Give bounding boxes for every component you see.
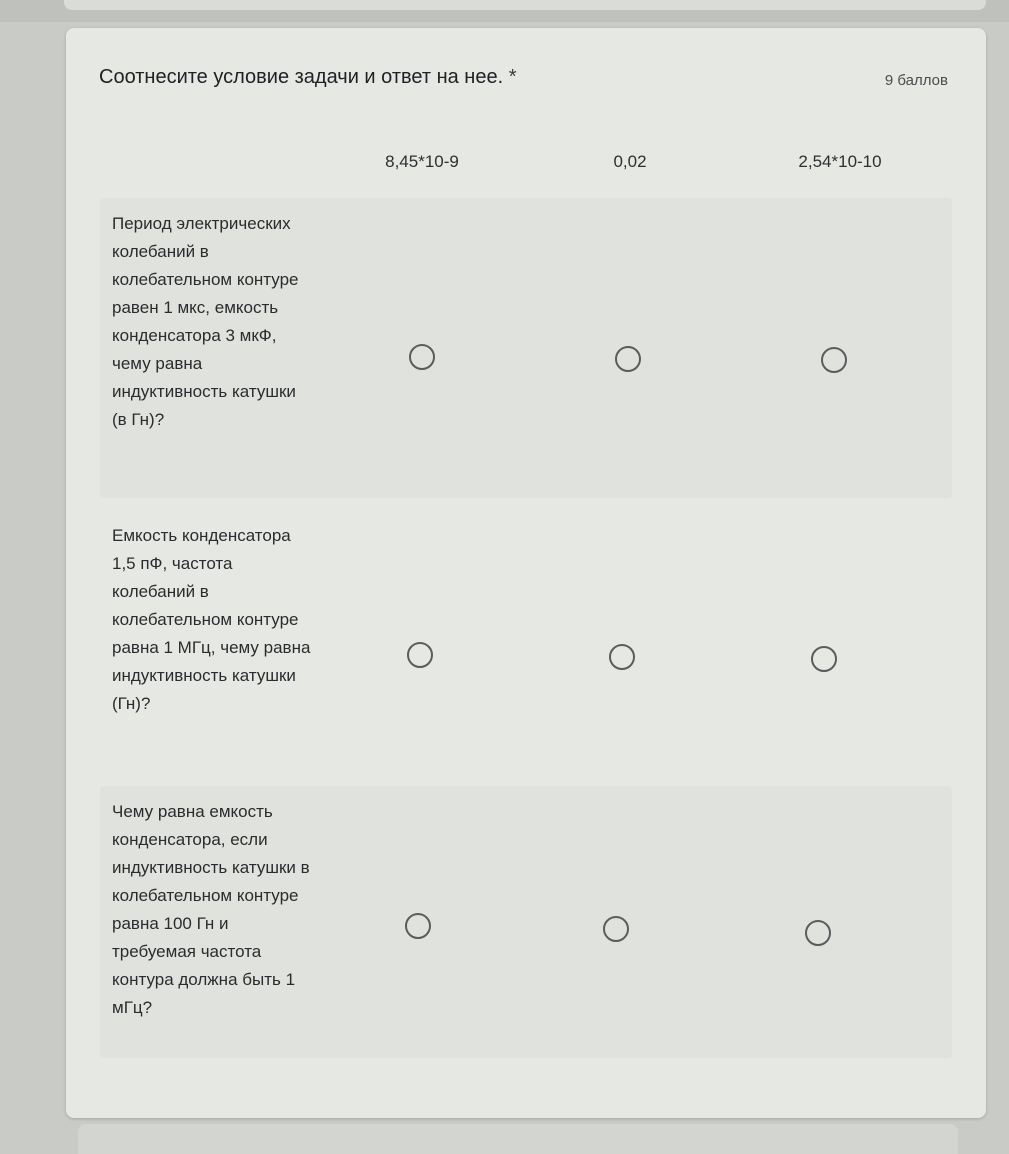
radio-row1-col3[interactable] xyxy=(821,347,847,373)
column-header-1: 8,45*10-9 xyxy=(385,152,459,171)
radio-row2-col3[interactable] xyxy=(811,646,837,672)
question-title-text: Соотнесите условие задачи и ответ на нее. xyxy=(99,66,504,88)
required-asterisk: * xyxy=(508,66,517,88)
grid-row-3 xyxy=(100,786,952,1058)
question-card xyxy=(66,28,986,1118)
grid-row-2 xyxy=(100,506,952,776)
question-title xyxy=(99,66,517,89)
row-label-3: Чему равна емкость конденсатора, если индуктивность катушки в колебательном контуре равна 100 Гн и требуемая частота контура должна быть 1 мГц? xyxy=(112,802,310,1017)
radio-row3-col2[interactable] xyxy=(603,916,629,942)
radio-row3-col3[interactable] xyxy=(805,920,831,946)
column-header-2: 0,02 xyxy=(613,152,647,171)
radio-row3-col1[interactable] xyxy=(405,913,431,939)
radio-row2-col1[interactable] xyxy=(407,642,433,668)
previous-card-edge xyxy=(64,0,986,10)
row-label-1: Период электрических колебаний в колебательном контуре равен 1 мкс, емкость конденсатора 3 мкФ, чему равна индуктивность катушки (в Гн)? xyxy=(112,214,299,429)
grid-row-1 xyxy=(100,198,952,498)
radio-row1-col2[interactable] xyxy=(615,346,641,372)
points-label: 9 баллов xyxy=(884,72,948,89)
row-label-2: Емкость конденсатора 1,5 пФ, частота колебаний в колебательном контуре равна 1 МГц, чему равна индуктивность катушки (Гн)? xyxy=(112,526,311,713)
column-header-3: 2,54*10-10 xyxy=(798,152,882,171)
next-card-edge xyxy=(78,1124,958,1154)
radio-row2-col2[interactable] xyxy=(609,644,635,670)
radio-row1-col1[interactable] xyxy=(409,344,435,370)
